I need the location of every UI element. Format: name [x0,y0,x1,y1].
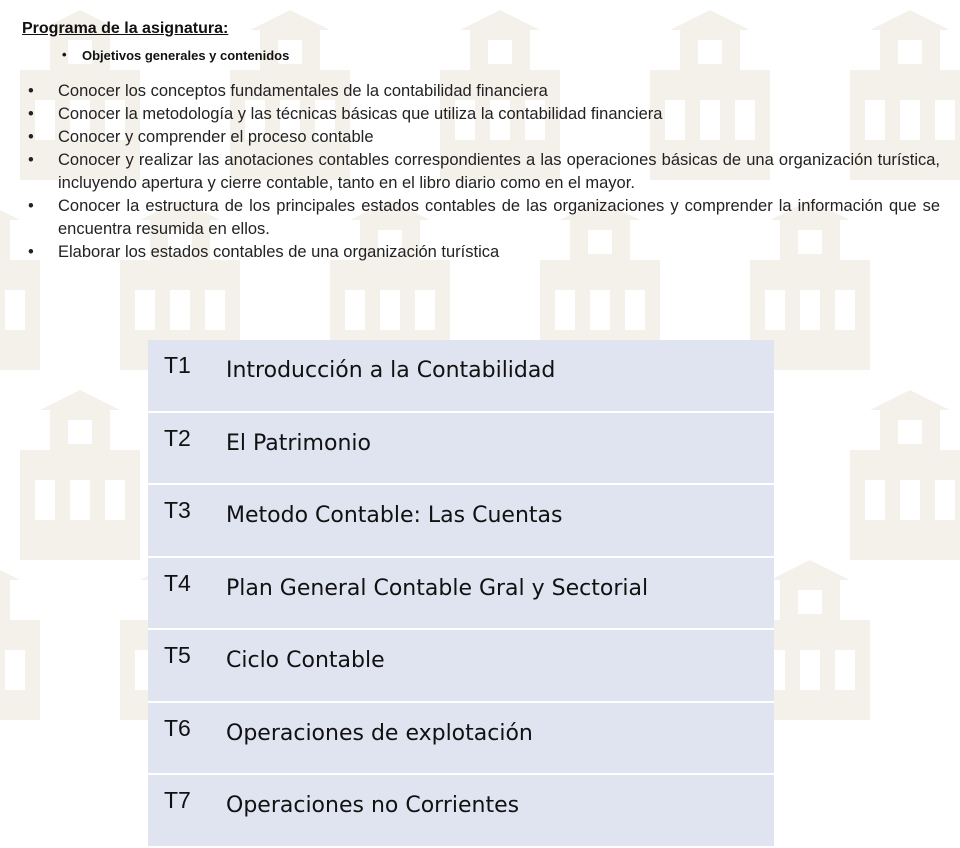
topic-code: T2 [148,412,224,485]
table-row [148,774,774,847]
topic-title: Ciclo Contable [224,629,774,702]
table-row [148,412,774,485]
topic-title: Introducción a la Contabilidad [224,340,774,412]
list-item: • Conocer la metodología y las técnicas básicas que utiliza la contabilidad financiera [24,103,940,126]
table-row [148,484,774,557]
table-row [148,702,774,775]
topic-code: T6 [148,702,224,775]
list-item: • Elaborar los estados contables de una organización turística [24,241,940,264]
subheading: • Objetivos generales y contenidos [82,48,289,63]
table-row [148,629,774,702]
objectives-list [24,80,940,264]
topic-title: Plan General Contable Gral y Sectorial [224,557,774,630]
list-item: • Conocer la estructura de los principales estados contables de las organizaciones y comprender la información que se encuentra resumida en ellos. [24,195,940,241]
topic-title: Operaciones de explotación [224,702,774,775]
topic-code: T3 [148,484,224,557]
topic-code: T4 [148,557,224,630]
topic-title: Metodo Contable: Las Cuentas [224,484,774,557]
list-item: • Conocer y realizar las anotaciones contables correspondientes a las operaciones básicas de una organización turística, incluyendo apertura y cierre contable, tanto en el libro diario como en el mayor. [24,149,940,195]
table-row [148,340,774,412]
list-item: • Conocer y comprender el proceso contable [24,126,940,149]
page-title: Programa de la asignatura: [22,20,229,37]
topic-title: Operaciones no Corrientes [224,774,774,847]
topic-code: T1 [148,340,224,412]
topic-code: T7 [148,774,224,847]
list-item: • Conocer los conceptos fundamentales de la contabilidad financiera [24,80,940,103]
table-row [148,557,774,630]
topic-title: El Patrimonio [224,412,774,485]
topics-table [148,340,774,848]
topic-code: T5 [148,629,224,702]
